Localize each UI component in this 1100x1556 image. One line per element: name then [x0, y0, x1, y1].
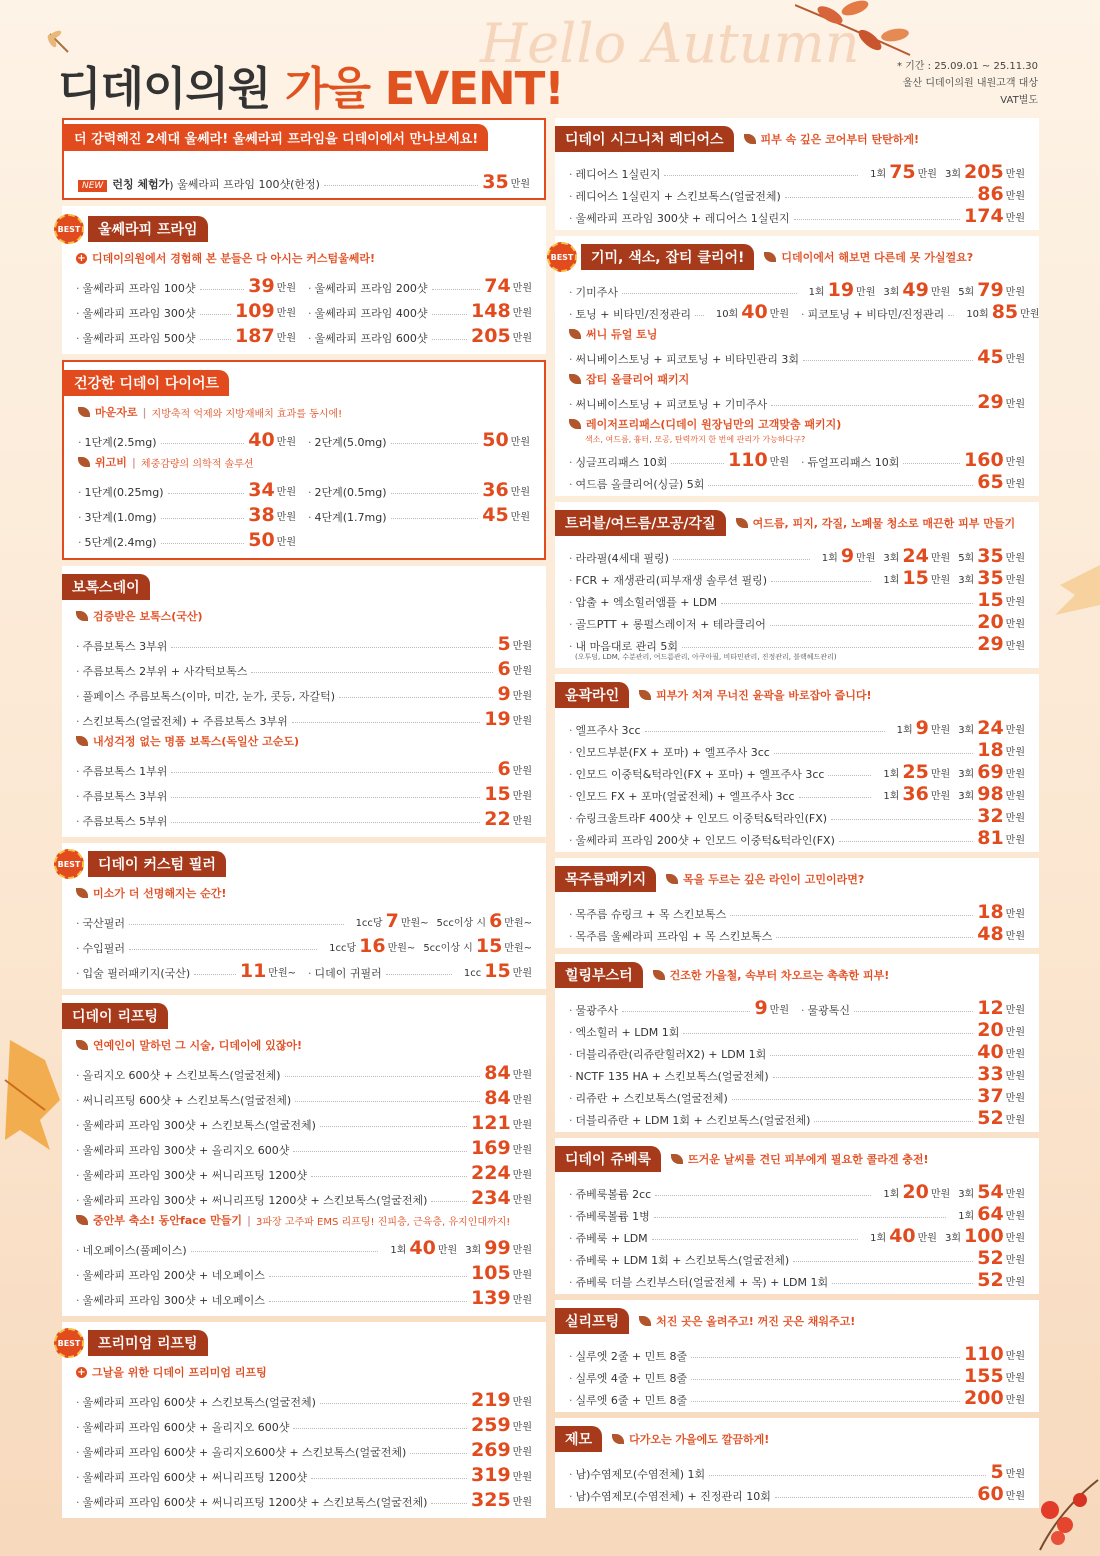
list-item: · 2단계(5.0mg) 50 만원: [304, 425, 530, 450]
maple-leaf-icon: [0, 1020, 70, 1170]
list-item: · 쥬베룩 + LDM 1회 40 만원 3회 100 만원: [569, 1224, 1025, 1246]
page-title: [58, 52, 564, 117]
list-item: · 듀얼프리패스 10회 160 만원: [797, 448, 1025, 470]
list-item: · 5단계(2.4mg) 50 만원: [78, 525, 304, 550]
list-item: · 써니베이스토닝 + 피코토닝 + 비타민관리 3회 45 만원: [569, 347, 1025, 367]
list-item: · 목주름 울쎄라피 프라임 + 목 스킨보톡스 48 만원: [569, 922, 1025, 944]
list-item: · 울쎄라피 프라임 500샷 187 만원: [76, 321, 304, 346]
list-item: · 리쥬란 + 스킨보톡스(얼굴전체) 37 만원: [569, 1084, 1025, 1106]
list-item: · 실루엣 2줄 + 민트 8줄 110 만원: [569, 1342, 1025, 1364]
list-item: · 3단계(1.0mg) 38 만원: [78, 500, 304, 525]
list-item: · 주름보톡스 1부위 6 만원: [76, 754, 532, 779]
botox-card: 보톡스데이 검증받은 보톡스(국산) · 주름보톡스 3부위 5 만원 · 주름보톡스 2부위 + 사각턱보톡스 6 만원 · 풀페이스 주름보톡스(이마, 미간, 눈가, 콧등, 자갈턱) 9 만원 · 스킨보톡스(얼굴전체) + 주름보톡스 3부위 19 만원 내성걱정 없는 명품 보톡스(독일산 고순도) · 주름보톡스 1부위 6 만원 · 주름보톡스 3부위 15 만원 · 주름보톡스 5부위 22 만원: [62, 566, 546, 837]
berries-icon: [1030, 1470, 1100, 1556]
leaf-icon: [612, 1434, 624, 1444]
list-item: · 쥬베룩볼륨 2cc 1회 20 만원 3회 54 만원: [569, 1180, 1025, 1202]
list-item: · 주름보톡스 2부위 + 사각턱보톡스 6 만원: [76, 654, 532, 679]
filler-title: 디데이 커스텀 필러: [88, 851, 226, 877]
list-item: · 슈링크울트라F 400샷 + 인모드 이중턱&턱라인(FX) 32 만원: [569, 804, 1025, 826]
event-meta: [897, 58, 1038, 109]
list-item: · 목주름 슈링크 + 목 스킨보톡스 18 만원: [569, 900, 1025, 922]
trouble-card: 트러블/여드름/모공/각질 여드름, 피지, 각질, 노폐물 청소로 매끈한 피부 만들기 · 라라필(4세대 필링) 1회 9 만원 3회 24 만원 5회 35 만원 · FCR + 재생관리(피부재생 솔루션 필링) 1회 15 만원 3회 35 만원 · 압출 + 엑소힐러앰플 + LDM 15 만원 · 골드PTT + 롱펄스레이저 + 테라클리어 20 만원 · 내 마음대로 관리 5회 29 만원 (오투덤, LDM, 수분관리, 여드름관리, 아쿠아필, 비타민관리, 진정관리, 블랙헤드관리): [555, 502, 1039, 668]
right-column: [550, 118, 1040, 1514]
ulthera-banner-card: [62, 118, 546, 200]
juvelook-title: 디데이 쥬베룩: [555, 1146, 661, 1172]
list-item: · 레디어스 1실린지 1회 75 만원 3회 205 만원: [569, 160, 1025, 182]
radiesse-card: 디데이 시그니처 레디어스 피부 속 깊은 코어부터 탄탄하게! · 레디어스 1실린지 1회 75 만원 3회 205 만원 · 레디어스 1실린지 + 스킨보톡스(얼굴전체) 86 만원 · 울쎄라피 프라임 300샷 + 레디어스 1실린지 174 만원: [555, 118, 1039, 230]
list-item: · 내 마음대로 관리 5회 29 만원: [569, 632, 1025, 654]
leaf-icon: [76, 888, 88, 898]
list-item: · 울쎄라피 프라임 600샷 205 만원: [304, 321, 532, 346]
leaf-icon: [639, 690, 651, 700]
title-accent: 가을 EVENT!: [285, 62, 564, 115]
botox-title: 보톡스데이: [62, 574, 150, 600]
list-item: · 울쎄라피 프라임 200샷 74 만원: [304, 271, 532, 296]
prime-card: BEST 울쎄라피 프라임 + 디데이의원에서 경험해 본 분들은 다 아시는 커스텀울쎄라! · 울쎄라피 프라임 100샷 39 만원 · 울쎄라피 프라임 200샷 74 만원 · 울쎄라피 프라임 300샷 109 만원 · 울쎄라피 프라임 400샷 148 만원 · 울쎄라피 프라임 500샷 187 만원 · 울쎄라피 프라임 600샷 205 만원: [62, 206, 546, 354]
list-item: · 엘프주사 3cc 1회 9 만원 3회 24 만원: [569, 716, 1025, 738]
list-item: · 골드PTT + 롱펄스레이저 + 테라클리어 20 만원: [569, 610, 1025, 632]
list-item: · 엑소힐러 + LDM 1회 20 만원: [569, 1018, 1025, 1040]
list-item: · 울쎄라피 프라임 600샷 + 스킨보톡스(얼굴전체) 219 만원: [76, 1385, 532, 1410]
leaf-icon: [76, 736, 88, 746]
healing-title: 힐링부스터: [555, 962, 643, 988]
neck-card: 목주름패키지 목을 두르는 깊은 라인이 고민이라면? · 목주름 슈링크 + 목 스킨보톡스 18 만원 · 목주름 울쎄라피 프라임 + 목 스킨보톡스 48 만원: [555, 858, 1039, 948]
trouble-title: 트러블/여드름/모공/각질: [555, 510, 726, 536]
list-item: · 울쎄라피 프라임 600샷 + 써니리프팅 1200샷 + 스킨보톡스(얼굴전체) 325 만원: [76, 1485, 532, 1510]
event-period: * 기간 : 25.09.01 ~ 25.11.30: [896, 61, 1038, 72]
healing-card: 힐링부스터 건조한 가을철, 속부터 차오르는 촉촉한 피부! · 물광주사 9 만원 · 물광톡신 12 만원 · 엑소힐러 + LDM 1회 20 만원 · 더블리쥬란(리쥬란힐러X2) + LDM 1회 40 만원 · NCTF 135 HA + 스킨보톡스(얼굴전체) 33 만원 · 리쥬란 + 스킨보톡스(얼굴전체) 37 만원 · 더블리쥬란 + LDM 1회 + 스킨보톡스(얼굴전체) 52 만원: [555, 954, 1039, 1132]
list-item: · 스킨보톡스(얼굴전체) + 주름보톡스 3부위 19 만원: [76, 704, 532, 729]
list-item: · 울쎄라피 프라임 400샷 148 만원: [304, 296, 532, 321]
title-main: 디데이의원: [58, 62, 271, 115]
list-item: · 남)수염제모(수염전체) + 진정관리 10회 60 만원: [569, 1482, 1025, 1504]
list-item: · 2단계(0.5mg) 36 만원: [304, 475, 530, 500]
list-item: · 울쎄라피 프라임 600샷 + 올리지오 600샷 259 만원: [76, 1410, 532, 1435]
leaf-icon: [76, 1215, 88, 1225]
list-item: · 더블리쥬란(리쥬란힐러X2) + LDM 1회 40 만원: [569, 1040, 1025, 1062]
list-item: · 인모드 이중턱&턱라인(FX + 포마) + 엘프주사 3cc 1회 25 만원 3회 69 만원: [569, 760, 1025, 782]
list-item: · 울쎄라피 프라임 300샷 + 레디어스 1실린지 174 만원: [569, 204, 1025, 226]
list-item: · 실루엣 6줄 + 민트 8줄 200 만원: [569, 1386, 1025, 1408]
diet-title: 건강한 디데이 다이어트: [64, 370, 229, 396]
thread-card: 실리프팅 처진 곳은 올려주고! 꺼진 곳은 채워주고! · 실루엣 2줄 + 민트 8줄 110 만원 · 실루엣 4줄 + 민트 8줄 155 만원 · 실루엣 6줄 + 민트 8줄 200 만원: [555, 1300, 1039, 1412]
list-item: · 주름보톡스 3부위 5 만원: [76, 629, 532, 654]
list-item: · 디데이 귀필러 1cc 15 만원: [304, 956, 532, 981]
list-item: · 써니베이스토닝 + 피코토닝 + 기미주사 29 만원: [569, 392, 1025, 412]
list-item: · 울쎄라피 프라임 300샷 + 써니리프팅 1200샷 224 만원: [76, 1158, 532, 1183]
leaf-icon: [639, 1316, 651, 1326]
list-item: · 피코토닝 + 비타민/진정관리 10회 85 만원: [797, 300, 1025, 322]
list-item: · 실루엣 4줄 + 민트 8줄 155 만원: [569, 1364, 1025, 1386]
list-item: · 쥬베룩볼륨 1병 1회 64 만원: [569, 1202, 1025, 1224]
list-item: NEW 런칭 체험가 ) 울쎄라피 프라임 100샷(한정) 35 만원: [78, 167, 530, 192]
filler-card: BEST 디데이 커스텀 필러 미소가 더 선명해지는 순간! · 국산필러 1cc당 7 만원~ 5cc이상 시 6 만원~ · 수입필러 1cc당 16 만원~ 5cc이상 시 15 만원~ · 입술 필러패키지(국산) 11 만원~ · 디데이 귀필러 1cc 15 만원: [62, 843, 546, 989]
premium-card: BEST 프리미엄 리프팅 + 그날을 위한 디데이 프리미엄 리프팅 · 울쎄라피 프라임 600샷 + 스킨보톡스(얼굴전체) 219 만원 · 울쎄라피 프라임 600샷 + 올리지오 600샷 259 만원 · 울쎄라피 프라임 600샷 + 올리지오600샷 + 스킨보톡스(얼굴전체) 269 만원 · 울쎄라피 프라임 600샷 + 써니리프팅 1200샷 319 만원 · 울쎄라피 프라임 600샷 + 써니리프팅 1200샷 + 스킨보톡스(얼굴전체) 325 만원: [62, 1322, 546, 1518]
list-item: · 써니리프팅 600샷 + 스킨보톡스(얼굴전체) 84 만원: [76, 1083, 532, 1108]
leaf-icon: [569, 329, 581, 339]
list-item: · 울쎄라피 프라임 300샷 + 스킨보톡스(얼굴전체) 121 만원: [76, 1108, 532, 1133]
list-item: · 국산필러 1cc당 7 만원~ 5cc이상 시 6 만원~: [76, 906, 532, 931]
list-item: · 토닝 + 비타민/진정관리 10회 40 만원: [569, 300, 797, 322]
list-item: · 레디어스 1실린지 + 스킨보톡스(얼굴전체) 86 만원: [569, 182, 1025, 204]
pigment-title: 기미, 색소, 잡티 클리어!: [581, 244, 754, 270]
leaf-right-icon: [1050, 560, 1100, 620]
laser-note: 색소, 여드름, 흉터, 모공, 탄력까지 한 번에 관리가 가능하다구?: [585, 435, 806, 444]
leaf-icon: [76, 1040, 88, 1050]
best-badge: BEST: [54, 214, 84, 244]
list-item: · 울쎄라피 프라임 300샷 + 네오페이스 139 만원: [76, 1283, 532, 1308]
list-item: · 입술 필러패키지(국산) 11 만원~: [76, 956, 304, 981]
juvelook-card: 디데이 쥬베룩 뜨거운 날씨를 견딘 피부에게 필요한 콜라겐 충전! · 쥬베룩볼륨 2cc 1회 20 만원 3회 54 만원 · 쥬베룩볼륨 1병 1회 64 만원 · 쥬베룩 + LDM 1회 40 만원 3회 100 만원 · 쥬베룩 + LDM 1회 + 스킨보톡스(얼굴전체) 52 만원 · 쥬베룩 더블 스킨부스터(얼굴전체 + 목) + LDM 1회 52 만원: [555, 1138, 1039, 1294]
hello-autumn-script: Hello Autumn: [480, 12, 860, 75]
list-item: · 1단계(2.5mg) 40 만원: [78, 425, 304, 450]
leaf-icon: [78, 457, 90, 467]
list-item: · 압출 + 엑소힐러앰플 + LDM 15 만원: [569, 588, 1025, 610]
list-item: · 울쎄라피 프라임 100샷 39 만원: [76, 271, 304, 296]
lifting-card: 디데이 리프팅 연예인이 말하던 그 시술, 디데이에 있잖아! · 올리지오 600샷 + 스킨보톡스(얼굴전체) 84 만원 · 써니리프팅 600샷 + 스킨보톡스(얼굴전체) 84 만원 · 울쎄라피 프라임 300샷 + 스킨보톡스(얼굴전체) 121 만원 · 울쎄라피 프라임 300샷 + 올리지오 600샷 169 만원 · 울쎄라피 프라임 300샷 + 써니리프팅 1200샷 224 만원 · 울쎄라피 프라임 300샷 + 써니리프팅 1200샷 + 스킨보톡스(얼굴전체) 234 만원 중안부 축소! 동안face 만들기 | 3파장 고주파 EMS 리프팅! 진피층, 근육층, 유지인대까지! · 네오페이스(풀페이스) 1회 40 만원 3회 99 만원 · 울쎄라피 프라임 200샷 + 네오페이스 105 만원 · 울쎄라피 프라임 300샷 + 네오페이스 139 만원: [62, 995, 546, 1316]
contour-title: 윤곽라인: [555, 682, 629, 708]
list-item: · 인모드 FX + 포마(얼굴전체) + 엘프주사 3cc 1회 36 만원 3회 98 만원: [569, 782, 1025, 804]
list-item: · 울쎄라피 프라임 600샷 + 써니리프팅 1200샷 319 만원: [76, 1460, 532, 1485]
list-item: · FCR + 재생관리(피부재생 솔루션 필링) 1회 15 만원 3회 35 만원: [569, 566, 1025, 588]
plus-icon: +: [77, 252, 86, 264]
list-item: · 쥬베룩 + LDM 1회 + 스킨보톡스(얼굴전체) 52 만원: [569, 1246, 1025, 1268]
list-item: · 울쎄라피 프라임 300샷 + 올리지오 600샷 169 만원: [76, 1133, 532, 1158]
leaf-icon: [569, 419, 581, 429]
event-vat: VAT별도: [1000, 95, 1038, 106]
list-item: · 더블리쥬란 + LDM 1회 + 스킨보톡스(얼굴전체) 52 만원: [569, 1106, 1025, 1128]
best-badge: BEST: [547, 242, 577, 272]
best-badge: BEST: [54, 1328, 84, 1358]
list-item: · 주름보톡스 3부위 15 만원: [76, 779, 532, 804]
diet-card: 건강한 디데이 다이어트 마운자로 | 지방축적 억제와 지방재배치 효과를 동시에! · 1단계(2.5mg) 40 만원 · 2단계(5.0mg) 50 만원 위고비 | 체중감량의 의학적 솔루션 · 1단계(0.25mg) 34 만원 · 2단계(0.5mg) 36 만원 · 3단계(1.0mg) 38 만원 · 4단계(1.7mg) 45 만원 · 5단계(2.4mg) 50 만원: [62, 360, 546, 560]
plus-icon: +: [77, 1366, 86, 1378]
list-item: · 주름보톡스 5부위 22 만원: [76, 804, 532, 829]
premium-title: 프리미엄 리프팅: [88, 1330, 208, 1356]
list-item: · NCTF 135 HA + 스킨보톡스(얼굴전체) 33 만원: [569, 1062, 1025, 1084]
ulthera-banner: 더 강력해진 2세대 울쎄라! 울쎄라피 프라임을 디데이에서 만나보세요!: [64, 124, 488, 151]
list-item: · 물광주사 9 만원: [569, 996, 797, 1018]
prime-title: 울쎄라피 프라임: [88, 216, 208, 242]
list-item: · 인모드부분(FX + 포마) + 엘프주사 3cc 18 만원: [569, 738, 1025, 760]
hair-removal-card: 제모 다가오는 가을에도 깔끔하게! · 남)수염제모(수염전체) 1회 5 만원 · 남)수염제모(수염전체) + 진정관리 10회 60 만원: [555, 1418, 1039, 1508]
list-item: · 4단계(1.7mg) 45 만원: [304, 500, 530, 525]
leaf-icon: [736, 518, 748, 528]
list-item: · 라라필(4세대 필링) 1회 9 만원 3회 24 만원 5회 35 만원: [569, 544, 1025, 566]
list-item: · 울쎄라피 프라임 200샷 + 네오페이스 105 만원: [76, 1258, 532, 1283]
list-item: · 울쎄라피 프라임 600샷 + 올리지오600샷 + 스킨보톡스(얼굴전체) 269 만원: [76, 1435, 532, 1460]
list-item: · 울쎄라피 프라임 300샷 109 만원: [76, 296, 304, 321]
thread-title: 실리프팅: [555, 1308, 629, 1334]
leaf-icon: [666, 874, 678, 884]
neck-title: 목주름패키지: [555, 866, 656, 892]
list-item: · 싱글프리패스 10회 110 만원: [569, 448, 797, 470]
radiesse-title: 디데이 시그니처 레디어스: [555, 126, 734, 152]
list-item: · 네오페이스(풀페이스) 1회 40 만원 3회 99 만원: [76, 1233, 532, 1258]
leaf-icon: [671, 1154, 683, 1164]
lifting-title: 디데이 리프팅: [62, 1003, 168, 1029]
list-item: · 수입필러 1cc당 16 만원~ 5cc이상 시 15 만원~: [76, 931, 532, 956]
list-item: · 풀페이스 주름보톡스(이마, 미간, 눈가, 콧등, 자갈턱) 9 만원: [76, 679, 532, 704]
leaf-icon: [744, 134, 756, 144]
list-item: · 1단계(0.25mg) 34 만원: [78, 475, 304, 500]
new-badge: NEW: [78, 180, 107, 192]
pigment-card: BEST 기미, 색소, 잡티 클리어! 디데이에서 해보면 다른데 못 가실껄요? · 기미주사 1회 19 만원 3회 49 만원 5회 79 만원 · 토닝 + 비타민/진정관리 10회 40 만원 · 피코토닝 + 비타민/진정관리 10회 85 만원 써니 듀얼 토닝 · 써니베이스토닝 + 피코토닝 + 비타민관리 3회 45 만원 잡티 올클리어 패키지 · 써니베이스토닝 + 피코토닝 + 기미주사 29 만원 레이저프리패스(디데이 원장님만의 고객맞춤 패키지) 색소, 여드름, 흉터, 모공, 탄력까지 한 번에 관리가 가능하다구? · 싱글프리패스 10회 110 만원 · 듀얼프리패스 10회 160 만원 · 여드름 올클리어(싱글) 5회 65 만원: [555, 236, 1039, 496]
leaf-icon: [78, 407, 90, 417]
trouble-note: (오투덤, LDM, 수분관리, 여드름관리, 아쿠아필, 비타민관리, 진정관리, 블랙헤드관리): [575, 653, 837, 661]
list-item: · 쥬베룩 더블 스킨부스터(얼굴전체 + 목) + LDM 1회 52 만원: [569, 1268, 1025, 1290]
left-column: [57, 118, 546, 1524]
event-target: 울산 디데이의원 내원고객 대상: [902, 78, 1038, 89]
leaf-icon: [569, 374, 581, 384]
leaf-icon: [76, 611, 88, 621]
list-item: · 올리지오 600샷 + 스킨보톡스(얼굴전체) 84 만원: [76, 1058, 532, 1083]
list-item: · 울쎄라피 프라임 200샷 + 인모드 이중턱&턱라인(FX) 81 만원: [569, 826, 1025, 848]
list-item: · 울쎄라피 프라임 300샷 + 써니리프팅 1200샷 + 스킨보톡스(얼굴전체) 234 만원: [76, 1183, 532, 1208]
list-item: · 남)수염제모(수염전체) 1회 5 만원: [569, 1460, 1025, 1482]
best-badge: BEST: [54, 849, 84, 879]
list-item: · 여드름 올클리어(싱글) 5회 65 만원: [569, 470, 1025, 492]
contour-card: 윤곽라인 피부가 처져 무너진 윤곽을 바로잡아 줍니다! · 엘프주사 3cc 1회 9 만원 3회 24 만원 · 인모드부분(FX + 포마) + 엘프주사 3cc 18 만원 · 인모드 이중턱&턱라인(FX + 포마) + 엘프주사 3cc 1회 25 만원 3회 69 만원 · 인모드 FX + 포마(얼굴전체) + 엘프주사 3cc 1회 36 만원 3회 98 만원 · 슈링크울트라F 400샷 + 인모드 이중턱&턱라인(FX) 32 만원 · 울쎄라피 프라임 200샷 + 인모드 이중턱&턱라인(FX) 81 만원: [555, 674, 1039, 852]
leaf-icon: [653, 970, 665, 980]
leaf-icon: [764, 252, 776, 262]
hair-removal-title: 제모: [555, 1426, 602, 1452]
list-item: · 물광톡신 12 만원: [797, 996, 1025, 1018]
list-item: · 기미주사 1회 19 만원 3회 49 만원 5회 79 만원: [569, 278, 1025, 300]
